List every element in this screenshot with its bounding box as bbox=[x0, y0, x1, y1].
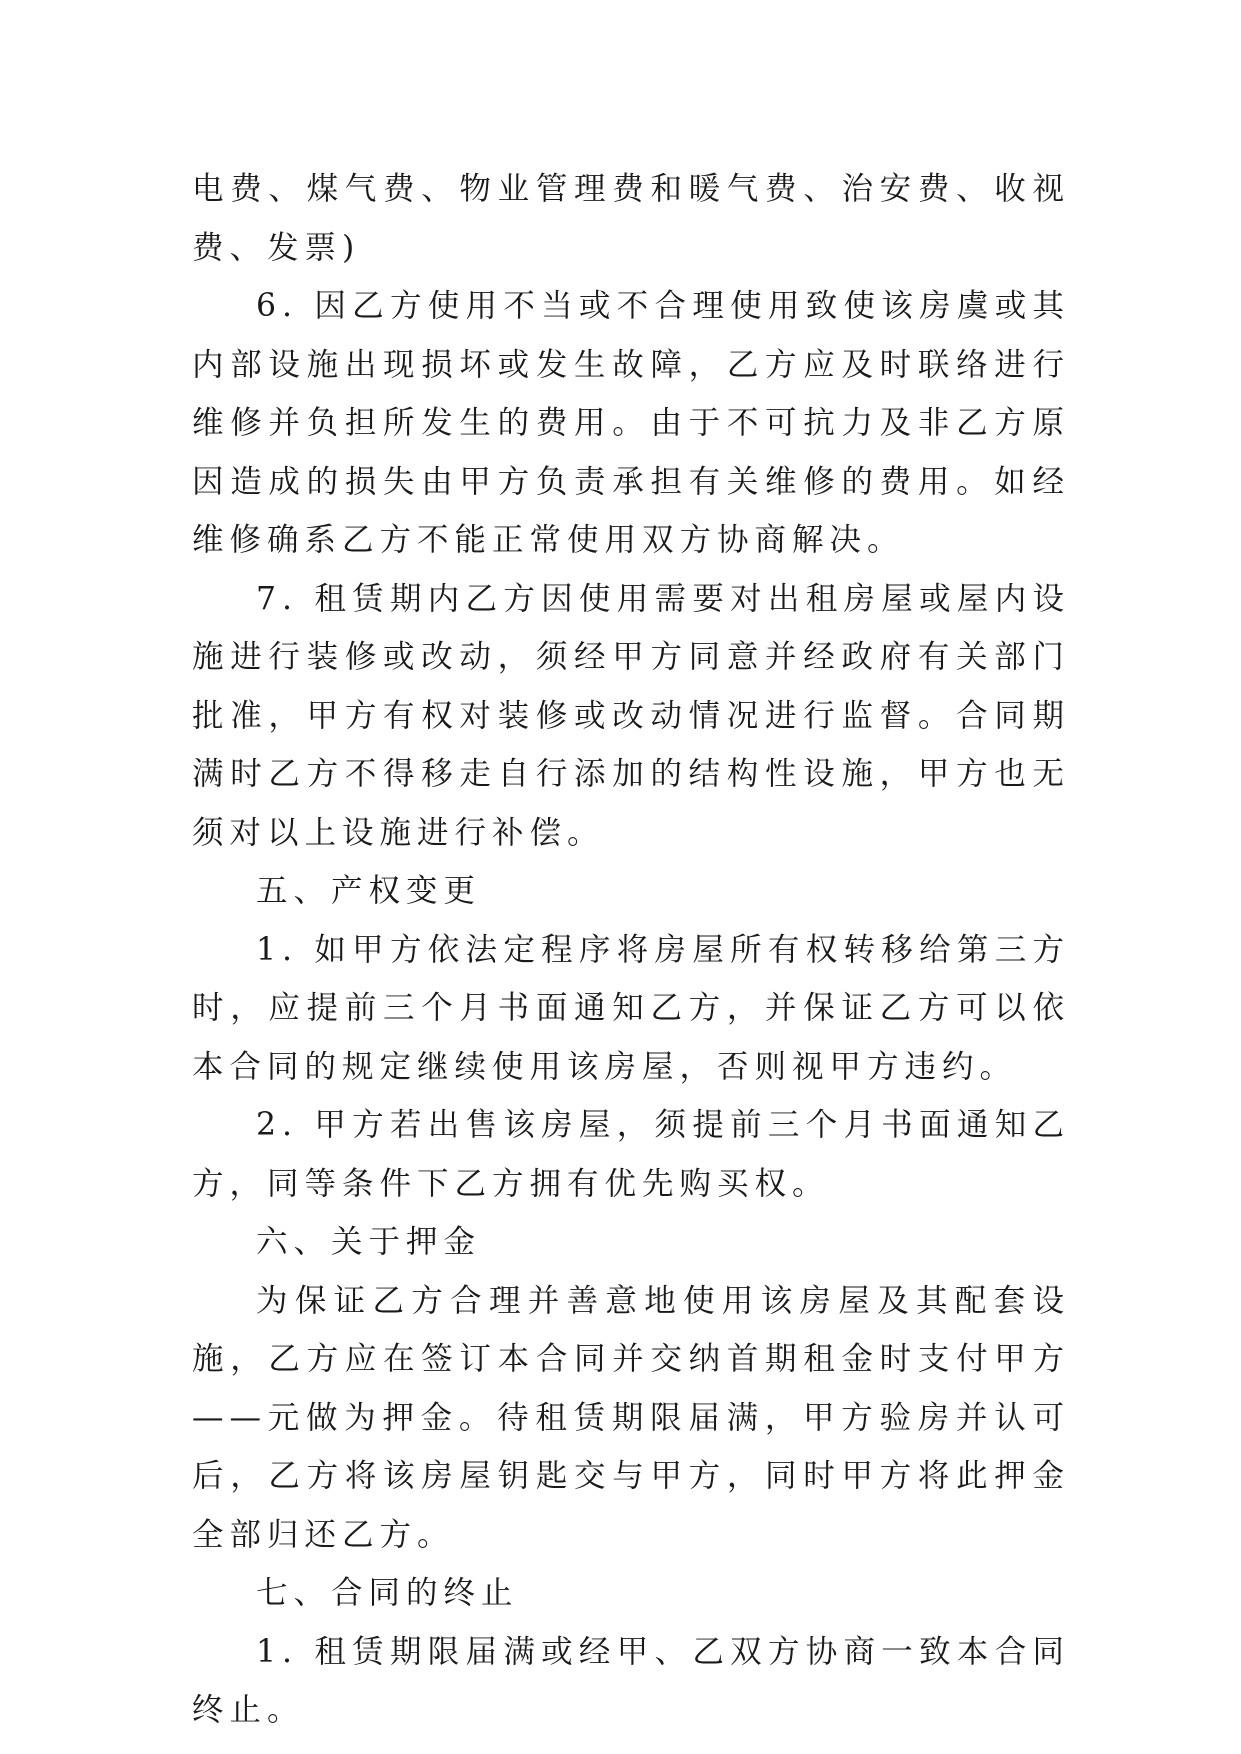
paragraph-property-change-2: 2. 甲方若出售该房屋，须提前三个月书面通知乙方，同等条件下乙方拥有优先购买权。 bbox=[192, 1107, 1070, 1202]
section-heading-deposit: 六、关于押金 bbox=[256, 1224, 482, 1260]
paragraph-clause-6: 6. 因乙方使用不当或不合理使用致使该房虞或其内部设施出现损坏或发生故障，乙方应及时联络进行维修并负担所发生的费用。由于不可抗力及非乙方原因造成的损失由甲方负责承担有关维修的费用。如经维修确系乙方不能正常使用双方协商解决。 bbox=[192, 288, 1070, 558]
paragraph-deposit: 为保证乙方合理并善意地使用该房屋及其配套设施，乙方应在签订本合同并交纳首期租金时支付甲方——元做为押金。待租赁期限届满，甲方验房并认可后，乙方将该房屋钥匙交与甲方，同时甲方将此押金全部归还乙方。 bbox=[192, 1282, 1070, 1553]
section-heading-termination: 七、合同的终止 bbox=[256, 1575, 519, 1611]
paragraph-fees-continued: 电费、煤气费、物业管理费和暖气费、治安费、收视费、发票) bbox=[192, 171, 1070, 266]
section-heading-property-change: 五、产权变更 bbox=[256, 873, 482, 909]
paragraph-clause-7: 7. 租赁期内乙方因使用需要对出租房屋或屋内设施进行装修或改动，须经甲方同意并经政府有关部门批准，甲方有权对装修或改动情况进行监督。合同期满时乙方不得移走自行添加的结构性设施，甲方也无须对以上设施进行补偿。 bbox=[192, 580, 1070, 851]
document-body bbox=[192, 160, 1070, 1740]
paragraph-termination-1: 1. 租赁期限届满或经甲、乙双方协商一致本合同终止。 bbox=[192, 1633, 1070, 1728]
paragraph-property-change-1: 1. 如甲方依法定程序将房屋所有权转移给第三方时，应提前三个月书面通知乙方，并保证乙方可以依本合同的规定继续使用该房屋，否则视甲方违约。 bbox=[192, 931, 1070, 1085]
